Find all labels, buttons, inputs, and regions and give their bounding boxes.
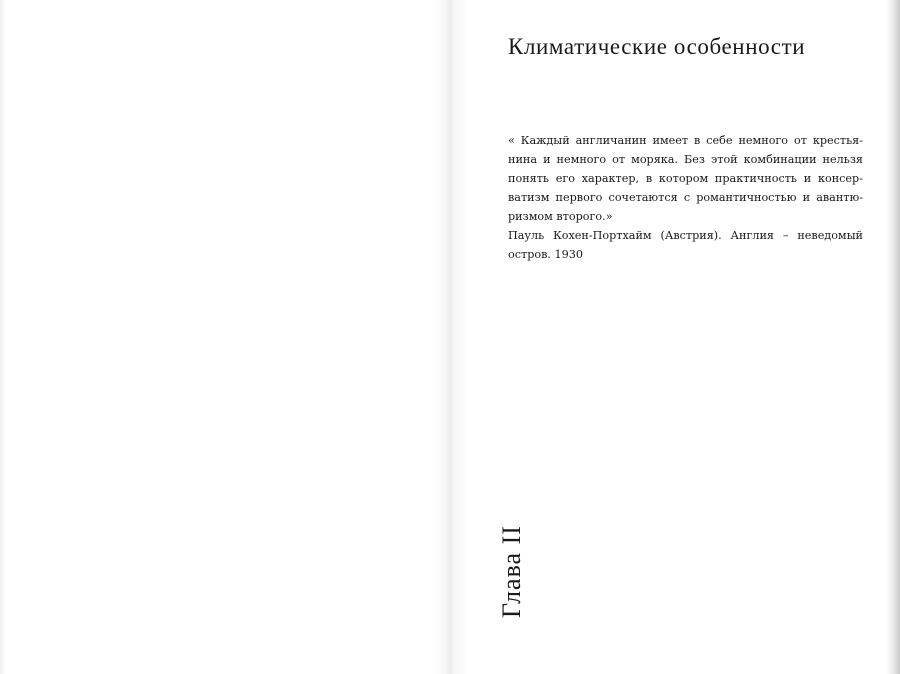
epigraph-source-line: остров. 1930 (508, 248, 583, 261)
epigraph-line: « Каждый англичанин имеет в себе немного от крестья- (508, 134, 863, 147)
epigraph-source-line: Пауль Кохен-Портхайм (Австрия). Англия – неведомый (508, 229, 863, 242)
right-page (450, 0, 900, 674)
epigraph-line: понять его характер, в котором практичность и консер- (508, 172, 863, 185)
left-page-edge-shadow (0, 0, 6, 674)
epigraph (508, 131, 863, 264)
chapter-label-vertical: Глава II (497, 525, 526, 618)
epigraph-line: нина и немного от моряка. Без этой комбинации нельзя (508, 153, 863, 166)
book-gutter (432, 0, 468, 674)
epigraph-line: ризмом второго.» (508, 210, 613, 223)
epigraph-line: ватизм первого сочетаются с романтичностью и авантю- (508, 191, 863, 204)
chapter-title: Климатические особенности (508, 34, 806, 59)
right-page-edge-shadow (886, 0, 900, 674)
